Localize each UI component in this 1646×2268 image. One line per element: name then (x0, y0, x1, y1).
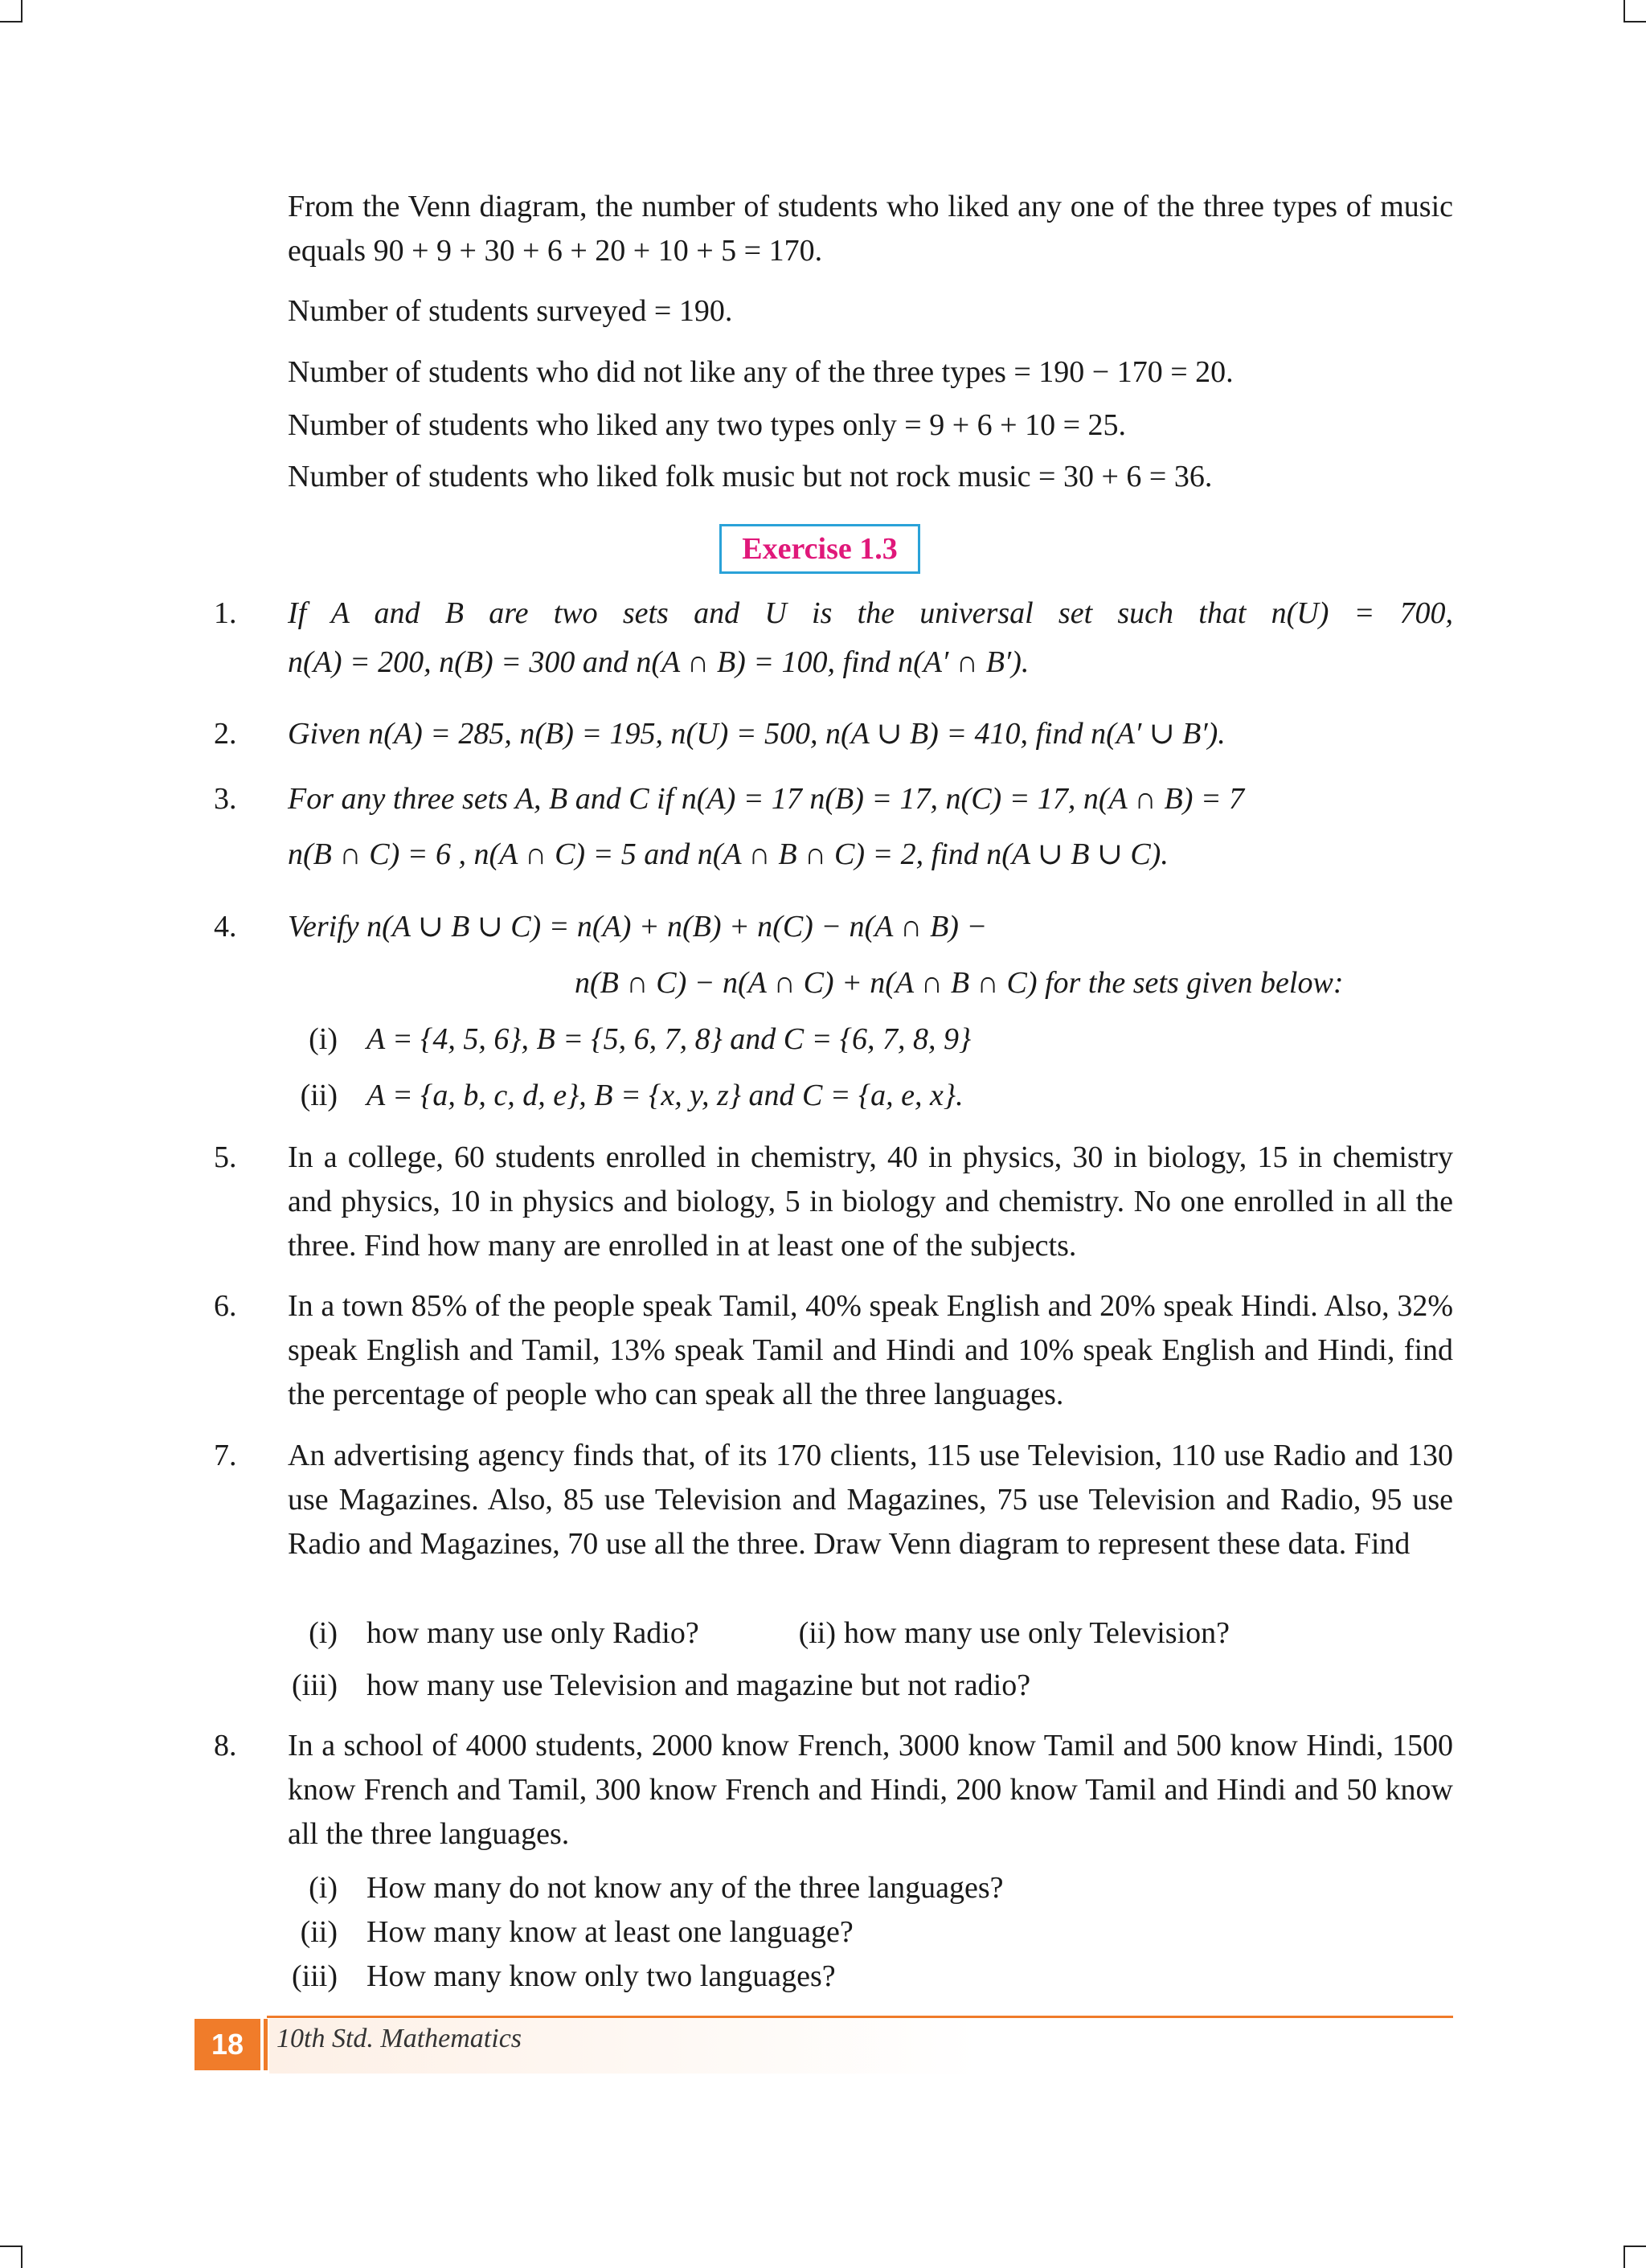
page-number-divider (264, 2019, 268, 2070)
question-4-line-2: n(B ∩ C) − n(A ∩ C) + n(A ∩ B ∩ C) for the sets given below: (575, 966, 1344, 1000)
crop-mark-top-right (1623, 0, 1646, 23)
question-3-line-2: n(B ∩ C) = 6 , n(A ∩ C) = 5 and n(A ∩ B ∩ C) = 2, find n(A ∪ B ∪ C). (288, 837, 1169, 871)
question-7-text: An advertising agency finds that, of its 170 clients, 115 use Television, 110 use Radio and 130 use Magazines. Also, 85 use Television and Magazines, 75 use Television and Radio, 95 use Radio and Magazines, 70 use all the three. Draw Venn diagram to represent these data. Find (288, 1439, 1453, 1561)
question-number: 6. (214, 1289, 237, 1323)
question-8-text: In a school of 4000 students, 2000 know French, 3000 know Tamil and 500 know Hindi, 1500 know French and Tamil, 300 know French and Hindi, 200 know Tamil and Hindi and 50 know all the three languages. (288, 1729, 1453, 1851)
subpart-number: (iii) (292, 1959, 338, 1993)
question-number: 5. (214, 1140, 237, 1174)
question-4-subpart-ii: A = {a, b, c, d, e}, B = {x, y, z} and C = {a, e, x}. (366, 1079, 964, 1112)
question-7-subpart-ii: how many use only Television? (844, 1616, 1230, 1650)
crop-mark-bottom-left (0, 2245, 23, 2268)
subpart-number: (iii) (292, 1668, 338, 1702)
subpart-number: (i) (309, 1616, 338, 1650)
subpart-number: (ii) (300, 1915, 338, 1949)
subpart-number: (i) (309, 1871, 338, 1905)
question-3-line-1: For any three sets A, B and C if n(A) = 17 n(B) = 17, n(C) = 17, n(A ∩ B) = 7 (288, 782, 1244, 816)
question-2-text: Given n(A) = 285, n(B) = 195, n(U) = 500, n(A ∪ B) = 410, find n(A′ ∪ B′). (288, 717, 1226, 751)
question-8-subpart-iii: How many know only two languages? (366, 1959, 836, 1993)
book-title: 10th Std. Mathematics (276, 2024, 522, 2053)
question-number: 8. (214, 1729, 237, 1762)
question-number: 3. (214, 782, 237, 816)
footer-rule (267, 2016, 1453, 2018)
page-number: 18 (194, 2019, 260, 2070)
subpart-number: (ii) (798, 1616, 836, 1650)
question-8-subpart-i: How many do not know any of the three languages? (366, 1871, 1004, 1905)
question-8-subpart-ii: How many know at least one language? (366, 1915, 854, 1949)
question-number: 1. (214, 596, 237, 630)
subpart-number: (ii) (300, 1079, 338, 1112)
crop-mark-bottom-right (1623, 2245, 1646, 2268)
subpart-number: (i) (309, 1022, 338, 1056)
crop-mark-top-left (0, 0, 23, 23)
intro-paragraph-4: Number of students who liked any two types only = 9 + 6 + 10 = 25. (288, 408, 1127, 442)
question-number: 7. (214, 1439, 237, 1472)
question-7-subpart-iii: how many use Television and magazine but not radio? (366, 1668, 1031, 1702)
intro-paragraph-3: Number of students who did not like any of the three types = 190 − 170 = 20. (288, 355, 1234, 389)
intro-paragraph-2: Number of students surveyed = 190. (288, 294, 733, 328)
question-1-line-2: n(A) = 200, n(B) = 300 and n(A ∩ B) = 100, find n(A′ ∩ B′). (288, 645, 1030, 679)
intro-paragraph-5: Number of students who liked folk music but not rock music = 30 + 6 = 36. (288, 460, 1213, 493)
question-4-line-1: Verify n(A ∪ B ∪ C) = n(A) + n(B) + n(C) − n(A ∩ B) − (288, 910, 988, 944)
question-4-subpart-i: A = {4, 5, 6}, B = {5, 6, 7, 8} and C = {6, 7, 8, 9} (366, 1022, 972, 1056)
exercise-heading: Exercise 1.3 (719, 524, 920, 574)
question-6-text: In a town 85% of the people speak Tamil, 40% speak English and 20% speak Hindi. Also, 32% speak English and Tamil, 13% speak Tamil and Hindi and 10% speak English and Hindi, find the percentage of people who can speak all the three languages. (288, 1289, 1453, 1411)
question-number: 2. (214, 717, 237, 751)
question-1-line-1: If A and B are two sets and U is the universal set such that n(U) = 700, (288, 596, 1453, 630)
intro-paragraph-1: From the Venn diagram, the number of students who liked any one of the three types of music equals 90 + 9 + 30 + 6 + 20 + 10 + 5 = 170. (288, 190, 1453, 268)
question-number: 4. (214, 910, 237, 944)
question-5-text: In a college, 60 students enrolled in chemistry, 40 in physics, 30 in biology, 15 in chemistry and physics, 10 in physics and biology, 5 in biology and chemistry. No one enrolled in all the three. Find how many are enrolled in at least one of the subjects. (288, 1140, 1453, 1263)
question-7-subpart-i: how many use only Radio? (366, 1616, 699, 1650)
